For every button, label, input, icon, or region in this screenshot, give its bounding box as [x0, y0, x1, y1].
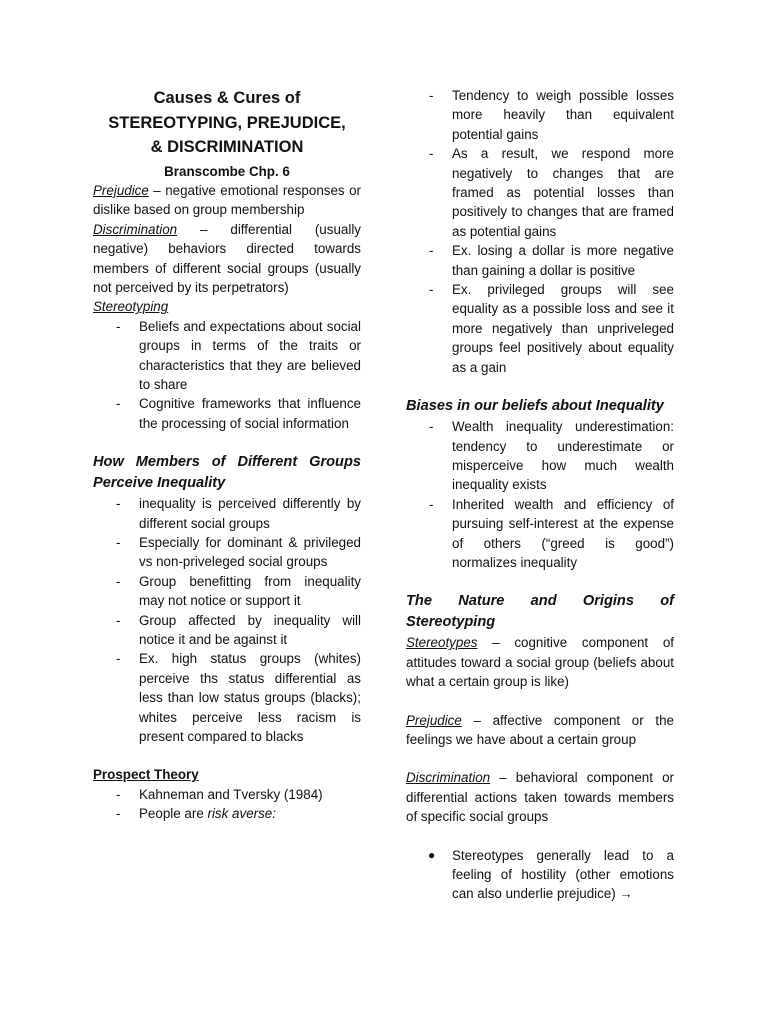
- section-heading-nature-origins: The Nature and Origins of Stereotyping: [406, 593, 674, 631]
- section-heading-perceive-inequality: How Members of Different Groups Perceive Inequality: [93, 454, 361, 492]
- list-item: - Tendency to weigh possible losses more heavily than equivalent potential gains: [429, 88, 674, 142]
- discrimination-component-definition: Discrimination – behavioral component or differential actions taken towards members of specific social groups: [406, 770, 674, 825]
- list-item: - Ex. privileged groups will see equality as a possible loss and see it more negatively than unpriveleged groups feel positively about equality as a gain: [429, 282, 674, 375]
- list-item: - Inherited wealth and efficiency of pursuing self-interest at the expense of others (“greed is good”) normalizes inequality: [429, 496, 674, 570]
- discrimination-definition: [93, 220, 361, 298]
- list-item: - inequality is perceived differently by different social groups: [116, 496, 361, 531]
- page-title-line-1: Causes & Cures of: [153, 89, 301, 107]
- stereotyping-term: Stereotyping: [93, 299, 169, 315]
- bullet-icon: ●: [428, 847, 436, 862]
- page-title-line-2: STEREOTYPING, PREJUDICE,: [108, 113, 346, 132]
- page-title-line-3: & DISCRIMINATION: [150, 138, 304, 156]
- list-item: - Kahneman and Tversky (1984): [116, 786, 323, 802]
- list-item: - Ex. losing a dollar is more negative than gaining a dollar is positive: [429, 243, 674, 278]
- prospect-continued-list: [406, 86, 674, 377]
- list-item: - As a result, we respond more negatively to changes that are framed as potential losses than positively to changes that are framed as potential gains: [429, 146, 674, 239]
- stereotyping-list: [93, 317, 361, 433]
- list-item: - Group affected by inequality will notice it and be against it: [116, 612, 361, 648]
- list-item: - Ex. high status groups (whites) perceive ths status differential as less than low status groups (blacks); whites perceive less racism is present compared to blacks: [116, 651, 361, 745]
- prospect-theory-list: [93, 785, 361, 824]
- stereotyping-term-line: [93, 297, 361, 316]
- discrimination-def-text: – differential (usually negative) behaviors directed towards members of different social groups (usually not perceived by its perpetrators): [93, 221, 361, 295]
- bullet-list: [406, 846, 674, 904]
- list-item: - Especially for dominant & privileged vs non-priveleged social groups: [116, 535, 361, 570]
- page-subtitle: Branscombe Chp. 6: [164, 163, 290, 179]
- biases-list: [406, 417, 674, 572]
- prejudice-def-text: – negative emotional responses or dislike based on group membership: [93, 182, 361, 218]
- discrimination-term: Discrimination: [93, 221, 178, 237]
- list-item: - Group benefitting from inequality may not notice or support it: [116, 573, 361, 609]
- prejudice-term: Prejudice: [93, 182, 149, 198]
- left-column: [93, 86, 361, 824]
- perceive-inequality-list: [93, 494, 361, 746]
- prejudice-component-definition: Prejudice – affective component or the feelings we have about a certain group: [406, 712, 674, 747]
- list-item: - Wealth inequality underestimation: tendency to underestimate or misperceive how much wealth inequality exists: [429, 419, 674, 493]
- list-item: - Cognitive frameworks that influence the processing of social information: [116, 396, 361, 431]
- section-heading-biases: Biases in our beliefs about Inequality: [406, 398, 664, 415]
- right-column: [406, 86, 674, 904]
- list-item: - People are risk averse:: [116, 806, 276, 822]
- list-item: - Beliefs and expectations about social groups in terms of the traits or characteristics that they are believed to share: [116, 318, 361, 392]
- prospect-theory-heading: Prospect Theory: [93, 767, 199, 783]
- stereotypes-definition: Stereotypes – cognitive component of attitudes toward a social group (beliefs about what a certain group is like): [406, 635, 674, 690]
- list-item: ● Stereotypes generally lead to a feeling of hostility (other emotions can also underlie prejudice) →: [428, 847, 674, 902]
- prejudice-definition: [93, 181, 361, 220]
